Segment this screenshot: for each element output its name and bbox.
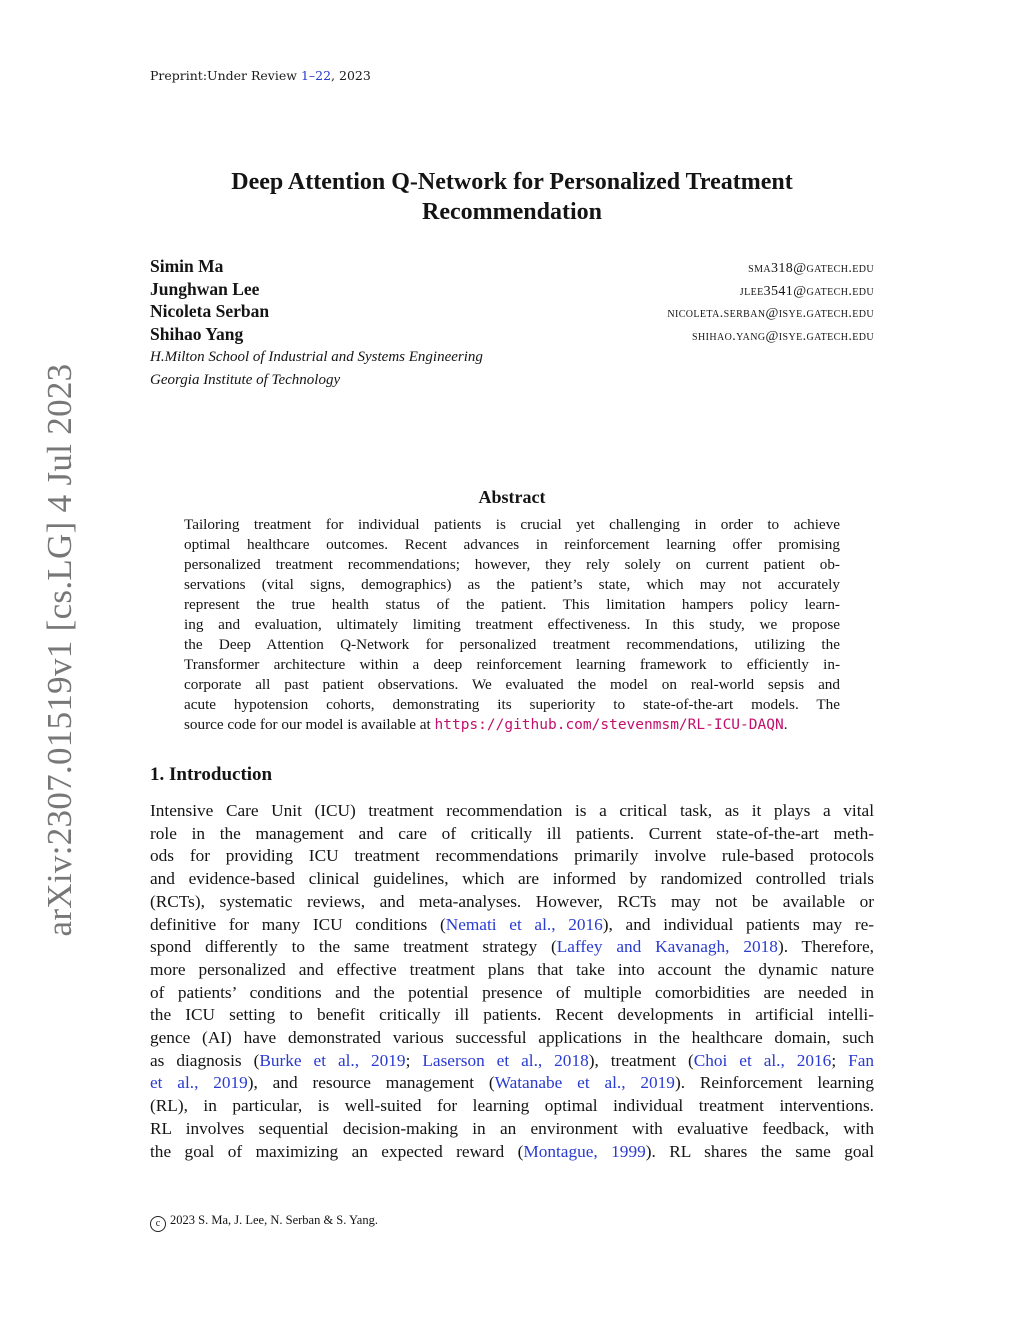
citation-link[interactable]: Watanabe et al., 2019 <box>494 1073 675 1093</box>
intro-text: spond differently to the same treatment strategy ( <box>150 937 557 957</box>
intro-text: ). RL shares the same goal <box>645 1141 874 1161</box>
intro-line: role in the management and care of critically ill patients. Current state-of-the-art meth- <box>150 823 874 843</box>
citation-link[interactable]: Fan <box>848 1050 875 1070</box>
author-row <box>150 301 874 324</box>
arxiv-stamp-text: arXiv:2307.01519v1 [cs.LG] 4 Jul 2023 <box>40 363 79 937</box>
section-heading-introduction: 1. Introduction <box>150 764 273 785</box>
intro-line: RL involves sequential decision-making in an environment with evaluative feedback, with <box>150 1118 874 1138</box>
intro-text: ; <box>405 1050 423 1070</box>
author-row <box>150 279 874 302</box>
intro-text: definitive for many ICU conditions ( <box>150 914 446 934</box>
copyright-text: 2023 S. Ma, J. Lee, N. Serban & S. Yang. <box>170 1213 378 1227</box>
author-row <box>150 324 874 347</box>
abstract-line-last <box>184 715 840 735</box>
affiliation-line-1: H.Milton School of Industrial and Systems Engineering <box>150 349 483 365</box>
intro-line: (RL), in particular, is well-suited for learning optimal individual treatment interventions. <box>150 1096 874 1116</box>
page-range-link[interactable]: 1–22 <box>300 68 332 83</box>
citation-link[interactable]: Nemati et al., 2016 <box>445 914 603 934</box>
citation-link[interactable]: et al., 2019 <box>150 1073 248 1093</box>
intro-line: Intensive Care Unit (ICU) treatment recommendation is a critical task, as it plays a vital <box>150 801 874 820</box>
affiliation-line-2: Georgia Institute of Technology <box>150 372 341 388</box>
code-url-link[interactable]: https://github.com/stevenmsm/RL-ICU-DAQN <box>434 717 784 734</box>
abstract-source-text: source code for our model is available at <box>184 716 435 734</box>
intro-line: more personalized and effective treatment plans that take into account the dynamic nature <box>150 959 874 979</box>
intro-line: ods for providing ICU treatment recommendations primarily involve rule-based protocols <box>150 846 874 866</box>
preprint-year: , 2023 <box>331 68 371 83</box>
citation-link[interactable]: Choi et al., 2016 <box>693 1050 832 1070</box>
intro-line <box>150 936 874 959</box>
abstract-line: corporate all past patient observations. We evaluated the model on real-world sepsis and <box>184 676 840 694</box>
abstract-line: ing and evaluation, ultimately limiting treatment effectiveness. In this study, we propose <box>184 616 840 634</box>
intro-line: (RCTs), systematic reviews, and meta-analyses. However, RCTs may not be available or <box>150 891 874 911</box>
abstract-line: personalized treatment recommendations; however, they rely solely on current patient ob- <box>184 556 840 574</box>
author-name: Simin Ma <box>150 256 224 276</box>
intro-text: ), and resource management ( <box>247 1073 495 1093</box>
intro-text: ), treatment ( <box>588 1050 694 1070</box>
abstract-heading: Abstract <box>478 487 546 507</box>
author-email: nicoleta.serban@isye.gatech.edu <box>667 306 874 321</box>
title-line-1: Deep Attention Q-Network for Personalized Treatment <box>231 169 793 195</box>
intro-line <box>150 1050 874 1073</box>
paper-title <box>150 167 874 227</box>
abstract-line: Tailoring treatment for individual patients is crucial yet challenging in order to achieve <box>184 516 840 533</box>
abstract-period: . <box>783 716 788 734</box>
citation-link[interactable]: Montague, 1999 <box>523 1141 646 1161</box>
intro-text: as diagnosis ( <box>150 1050 260 1070</box>
intro-text: ). Reinforcement learning <box>674 1073 874 1093</box>
intro-text: ; <box>831 1050 849 1070</box>
author-name: Shihao Yang <box>150 323 244 344</box>
intro-line: of patients’ conditions and the potential presence of multiple comorbidities are needed in <box>150 982 874 1002</box>
intro-text: the goal of maximizing an expected reward ( <box>150 1141 524 1161</box>
abstract-line: servations (vital signs, demographics) as the patient’s state, which may not accurately <box>184 576 840 594</box>
intro-line: gence (AI) have demonstrated various successful applications in the healthcare domain, such <box>150 1028 874 1048</box>
preprint-label: Preprint:Under Review <box>150 68 297 83</box>
abstract-line: acute hypotension cohorts, demonstrating its superiority to state-of-the-art models. The <box>184 696 840 714</box>
abstract-text <box>184 515 840 736</box>
intro-line: and evidence-based clinical guidelines, which are informed by randomized controlled trials <box>150 869 874 889</box>
abstract-line: optimal healthcare outcomes. Recent advances in reinforcement learning offer promising <box>184 536 840 554</box>
abstract-line: represent the true health status of the patient. This limitation hampers policy learn- <box>184 596 840 614</box>
intro-line <box>150 1141 874 1164</box>
author-email: jlee3541@gatech.edu <box>739 283 874 299</box>
author-email: shihao.yang@isye.gatech.edu <box>692 328 874 344</box>
author-row <box>150 256 874 279</box>
intro-text: ). Therefore, <box>777 937 874 957</box>
abstract-line: the Deep Attention Q-Network for personalized treatment recommendations, utilizing the <box>184 636 840 654</box>
intro-line <box>150 1072 874 1095</box>
copyright-icon: c <box>150 1216 166 1232</box>
copyright-footer <box>150 1213 378 1232</box>
author-name: Nicoleta Serban <box>150 301 270 321</box>
author-block <box>150 256 874 392</box>
citation-link[interactable]: Laffey and Kavanagh, 2018 <box>556 937 778 957</box>
abstract-line: Transformer architecture within a deep reinforcement learning framework to efficiently in- <box>184 656 840 674</box>
citation-link[interactable]: Laserson et al., 2018 <box>422 1050 589 1070</box>
author-email: sma318@gatech.edu <box>748 261 874 276</box>
intro-line: the ICU setting to benefit critically ill patients. Recent developments in artificial intelli- <box>150 1005 874 1025</box>
citation-link[interactable]: Burke et al., 2019 <box>259 1050 406 1070</box>
intro-line <box>150 914 874 937</box>
title-line-2: Recommendation <box>422 199 602 225</box>
author-name: Junghwan Lee <box>150 278 260 299</box>
introduction-text <box>150 800 874 1163</box>
preprint-header <box>150 68 371 83</box>
intro-text: ), and individual patients may re- <box>602 914 875 934</box>
